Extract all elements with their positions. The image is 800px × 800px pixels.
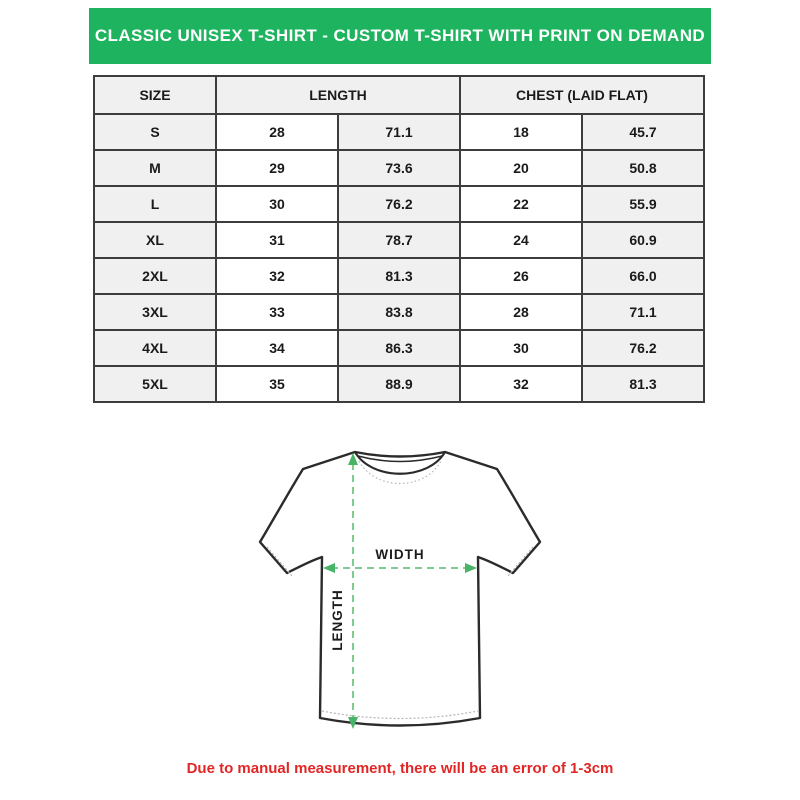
chest-inches-cell: 30: [460, 330, 582, 366]
length-cm-cell: 86.3: [338, 330, 460, 366]
size-row: [94, 222, 704, 258]
length-cm-cell: 71.1: [338, 114, 460, 150]
length-cm-cell: 73.6: [338, 150, 460, 186]
page-title: CLASSIC UNISEX T-SHIRT - CUSTOM T-SHIRT WITH PRINT ON DEMAND: [94, 26, 706, 45]
size-cell: L: [94, 186, 216, 222]
size-cell: 3XL: [94, 294, 216, 330]
chest-cm-cell: 55.9: [582, 186, 704, 222]
chest-inches-cell: 24: [460, 222, 582, 258]
size-row: [94, 330, 704, 366]
size-cell: XL: [94, 222, 216, 258]
tshirt-measurement-diagram: [240, 440, 560, 750]
chest-inches-cell: 26: [460, 258, 582, 294]
chest-cm-cell: 45.7: [582, 114, 704, 150]
length-inches-cell: 34: [216, 330, 338, 366]
chest-cm-cell: 66.0: [582, 258, 704, 294]
column-header-chest: CHEST (LAID FLAT): [460, 76, 704, 114]
chest-cm-cell: 81.3: [582, 366, 704, 402]
length-inches-cell: 29: [216, 150, 338, 186]
tshirt-outline: [260, 452, 540, 726]
size-row: [94, 150, 704, 186]
length-cm-cell: 81.3: [338, 258, 460, 294]
chest-cm-cell: 71.1: [582, 294, 704, 330]
size-cell: 2XL: [94, 258, 216, 294]
title-banner: [89, 8, 711, 64]
size-chart-body: [94, 114, 704, 402]
length-inches-cell: 35: [216, 366, 338, 402]
width-arrow-label: WIDTH: [375, 547, 425, 562]
measurement-error-note: Due to manual measurement, there will be an error of 1-3cm: [186, 760, 614, 777]
size-cell: S: [94, 114, 216, 150]
chest-inches-cell: 22: [460, 186, 582, 222]
size-row: [94, 258, 704, 294]
length-inches-cell: 30: [216, 186, 338, 222]
chest-cm-cell: 60.9: [582, 222, 704, 258]
column-header-length: LENGTH: [216, 76, 460, 114]
chest-cm-cell: 76.2: [582, 330, 704, 366]
chest-inches-cell: 28: [460, 294, 582, 330]
chest-inches-cell: 32: [460, 366, 582, 402]
size-row: [94, 294, 704, 330]
length-cm-cell: 83.8: [338, 294, 460, 330]
length-cm-cell: 78.7: [338, 222, 460, 258]
size-cell: 5XL: [94, 366, 216, 402]
size-row: [94, 114, 704, 150]
length-cm-cell: 76.2: [338, 186, 460, 222]
size-chart-table: [93, 75, 705, 403]
length-inches-cell: 31: [216, 222, 338, 258]
size-row: [94, 186, 704, 222]
size-chart-header: [94, 76, 704, 114]
length-inches-cell: 33: [216, 294, 338, 330]
header-row: [94, 76, 704, 114]
size-row: [94, 366, 704, 402]
length-cm-cell: 88.9: [338, 366, 460, 402]
chest-cm-cell: 50.8: [582, 150, 704, 186]
size-cell: 4XL: [94, 330, 216, 366]
chest-inches-cell: 18: [460, 114, 582, 150]
column-header-size: SIZE: [94, 76, 216, 114]
length-inches-cell: 32: [216, 258, 338, 294]
chest-inches-cell: 20: [460, 150, 582, 186]
length-arrow-label: LENGTH: [330, 589, 345, 651]
length-inches-cell: 28: [216, 114, 338, 150]
size-cell: M: [94, 150, 216, 186]
